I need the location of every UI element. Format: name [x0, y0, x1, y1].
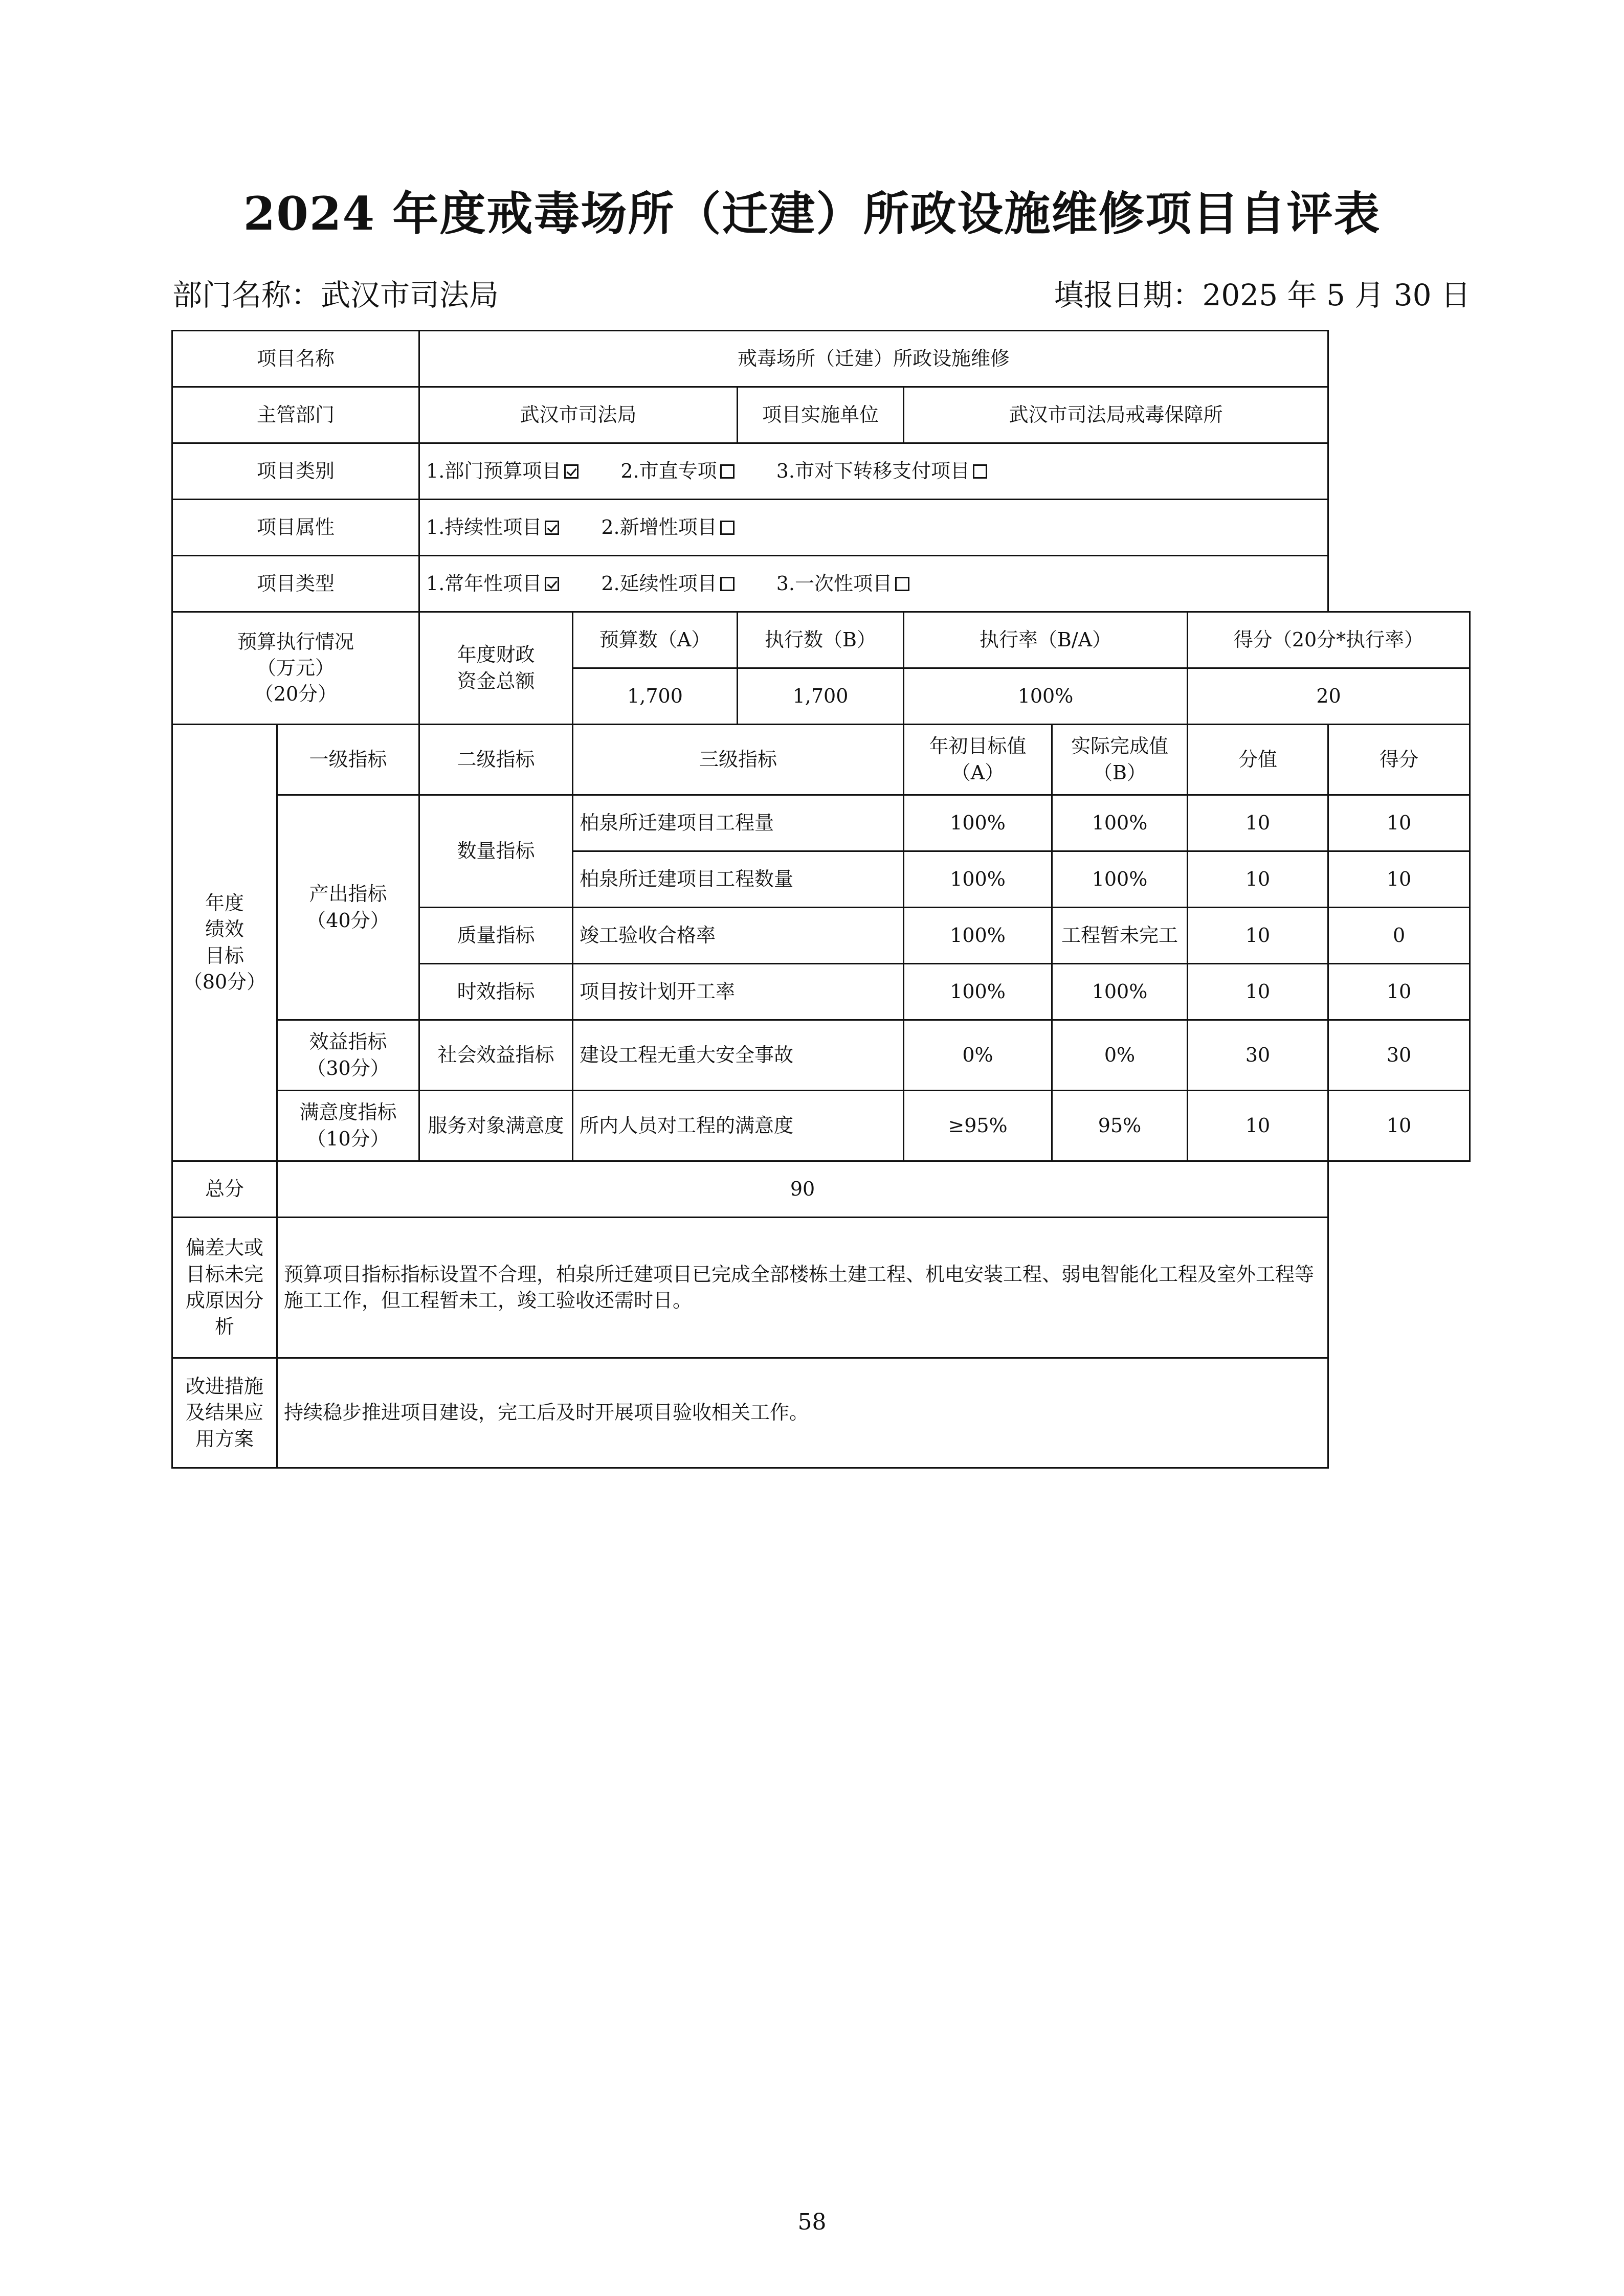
competent-dept-value: 武汉市司法局: [419, 387, 738, 443]
score-header: 得分: [1328, 725, 1470, 795]
score-formula-label: 得分（20分*执行率）: [1188, 612, 1470, 668]
target-value: 100%: [904, 908, 1052, 964]
type-options: [419, 556, 1328, 612]
type-option-1: 1.常年性项目: [426, 572, 574, 595]
exec-b-label: 执行数（B）: [738, 612, 904, 668]
actual-b-header: 实际完成值 （B）: [1052, 725, 1188, 795]
checked-box-icon[interactable]: [545, 521, 559, 535]
checked-box-icon[interactable]: [545, 577, 559, 591]
actual-value: 100%: [1052, 851, 1188, 908]
checkbox-icon[interactable]: [895, 577, 909, 591]
page-number: 58: [797, 2209, 827, 2235]
self-evaluation-table: [171, 330, 1471, 1469]
row-total: [172, 1161, 1470, 1218]
row-type: [172, 556, 1470, 612]
actual-value: 0%: [1052, 1020, 1188, 1091]
actual-value: 100%: [1052, 964, 1188, 1020]
annual-goal-label: 年度 绩效 目标 （80分）: [172, 725, 277, 1161]
social-benefit-label: 社会效益指标: [419, 1020, 573, 1091]
row-category: [172, 443, 1470, 500]
target-value: 100%: [904, 851, 1052, 908]
table-row: [172, 1091, 1470, 1161]
score-value: 10: [1328, 964, 1470, 1020]
points-value: 10: [1188, 1091, 1328, 1161]
table-row: [172, 795, 1470, 851]
quantity-indicator-label: 数量指标: [419, 795, 573, 908]
score-value: 10: [1328, 795, 1470, 851]
attribute-options: [419, 500, 1328, 556]
total-score-value: 90: [277, 1161, 1328, 1218]
category-option-2: 2.市直专项: [620, 460, 749, 482]
satisfaction-indicator-label: 满意度指标 （10分）: [277, 1091, 419, 1161]
impl-unit-value: 武汉市司法局戒毒保障所: [904, 387, 1328, 443]
points-value: 30: [1188, 1020, 1328, 1091]
attribute-option-1: 1.持续性项目: [426, 516, 574, 538]
improvement-label: 改进措施 及结果应 用方案: [172, 1358, 277, 1468]
l3-indicator: 建设工程无重大安全事故: [573, 1020, 904, 1091]
category-option-1: 1.部门预算项目: [426, 460, 594, 482]
project-name-value: 戒毒场所（迁建）所政设施维修: [419, 331, 1328, 387]
project-name-label: 项目名称: [172, 331, 419, 387]
category-label: 项目类别: [172, 443, 419, 500]
checkbox-icon[interactable]: [720, 521, 735, 535]
row-improvement: [172, 1358, 1470, 1468]
actual-value: 100%: [1052, 795, 1188, 851]
score-value: 10: [1328, 1091, 1470, 1161]
department-name: 部门名称：武汉市司法局: [172, 278, 499, 312]
row-project-name: [172, 331, 1470, 387]
impl-unit-label: 项目实施单位: [738, 387, 904, 443]
type-label: 项目类型: [172, 556, 419, 612]
points-value: 10: [1188, 795, 1328, 851]
attribute-option-2: 2.新增性项目: [601, 516, 749, 538]
deviation-text: 预算项目指标指标设置不合理，柏泉所迁建项目已完成全部楼栋土建工程、机电安装工程、弱电智能化工程及室外工程等施工工作，但工程暂未工，竣工验收还需时日。: [277, 1218, 1328, 1358]
target-value: ≥95%: [904, 1091, 1052, 1161]
checkbox-icon[interactable]: [973, 464, 987, 479]
checkbox-icon[interactable]: [720, 464, 735, 479]
points-value: 10: [1188, 851, 1328, 908]
type-option-3: 3.一次性项目: [776, 572, 925, 595]
attribute-label: 项目属性: [172, 500, 419, 556]
l3-indicator: 柏泉所迁建项目工程数量: [573, 851, 904, 908]
score-value: 10: [1328, 851, 1470, 908]
improvement-text: 持续稳步推进项目建设，完工后及时开展项目验收相关工作。: [277, 1358, 1328, 1468]
level3-header: 三级指标: [573, 725, 904, 795]
category-options: [419, 443, 1328, 500]
target-value: 0%: [904, 1020, 1052, 1091]
l3-indicator: 柏泉所迁建项目工程量: [573, 795, 904, 851]
type-option-2: 2.延续性项目: [601, 572, 749, 595]
exec-rate-value: 100%: [904, 668, 1188, 725]
annual-funds-label: 年度财政 资金总额: [419, 612, 573, 725]
l3-indicator: 项目按计划开工率: [573, 964, 904, 1020]
total-label: 总分: [172, 1161, 277, 1218]
actual-value: 95%: [1052, 1091, 1188, 1161]
actual-value: 工程暂未完工: [1052, 908, 1188, 964]
budget-a-value: 1,700: [573, 668, 738, 725]
page-title: 2024 年度戒毒场所（迁建）所政设施维修项目自评表: [243, 187, 1381, 241]
budget-a-label: 预算数（A）: [573, 612, 738, 668]
competent-dept-label: 主管部门: [172, 387, 419, 443]
points-value: 10: [1188, 908, 1328, 964]
l3-indicator: 所内人员对工程的满意度: [573, 1091, 904, 1161]
row-attribute: [172, 500, 1470, 556]
points-header: 分值: [1188, 725, 1328, 795]
score-value: 30: [1328, 1020, 1470, 1091]
level2-header: 二级指标: [419, 725, 573, 795]
timeliness-indicator-label: 时效指标: [419, 964, 573, 1020]
checkbox-icon[interactable]: [720, 577, 735, 591]
table-row: [172, 1020, 1470, 1091]
score-value: 0: [1328, 908, 1470, 964]
target-value: 100%: [904, 795, 1052, 851]
checked-box-icon[interactable]: [564, 464, 579, 479]
fill-date: 填报日期：2025 年 5 月 30 日: [1054, 278, 1471, 312]
output-indicator-label: 产出指标 （40分）: [277, 795, 419, 1020]
exec-rate-label: 执行率（B/A）: [904, 612, 1188, 668]
service-satisfaction-label: 服务对象满意度: [419, 1091, 573, 1161]
points-value: 10: [1188, 964, 1328, 1020]
budget-exec-label: 预算执行情况 （万元） （20分）: [172, 612, 419, 725]
exec-b-value: 1,700: [738, 668, 904, 725]
target-a-header: 年初目标值 （A）: [904, 725, 1052, 795]
l3-indicator: 竣工验收合格率: [573, 908, 904, 964]
deviation-label: 偏差大或 目标未完 成原因分 析: [172, 1218, 277, 1358]
budget-score-value: 20: [1188, 668, 1470, 725]
row-deviation: [172, 1218, 1470, 1358]
row-budget-header: [172, 612, 1470, 668]
benefit-indicator-label: 效益指标 （30分）: [277, 1020, 419, 1091]
row-indicator-header: [172, 725, 1470, 795]
row-competent-dept: [172, 387, 1470, 443]
quality-indicator-label: 质量指标: [419, 908, 573, 964]
category-option-3: 3.市对下转移支付项目: [776, 460, 1003, 482]
target-value: 100%: [904, 964, 1052, 1020]
level1-header: 一级指标: [277, 725, 419, 795]
